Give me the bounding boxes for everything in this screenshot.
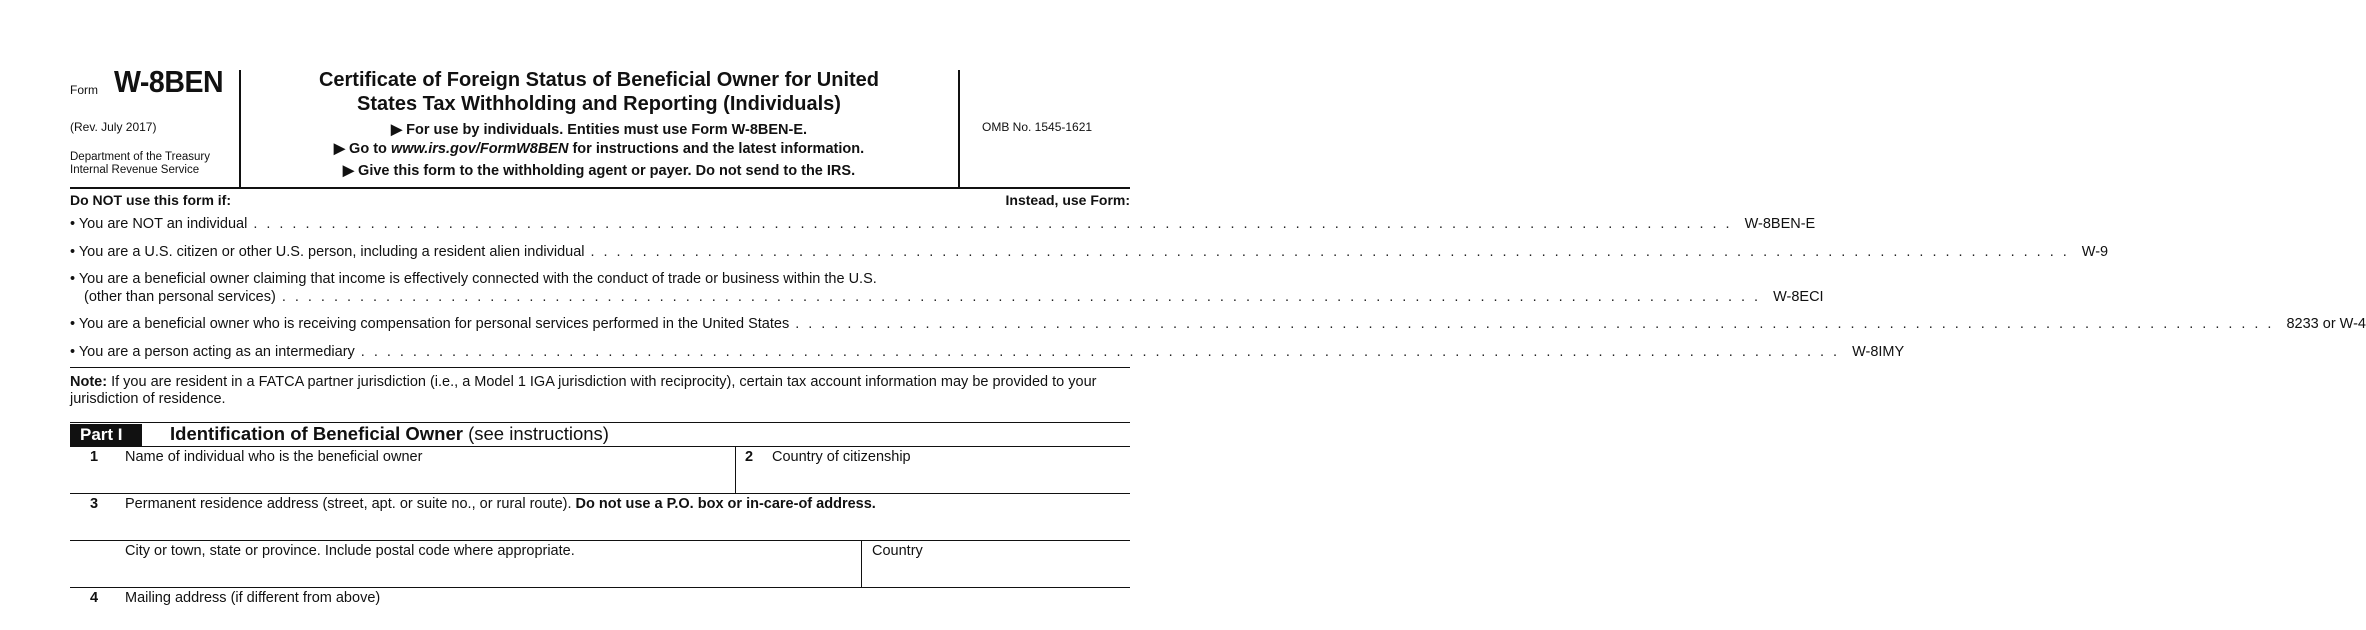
line3-number: 3	[90, 496, 99, 512]
instruction-website-suffix: for instructions and the latest information.	[568, 141, 865, 157]
beneficial-owner-name-field[interactable]: Name of individual who is the beneficial owner	[125, 449, 423, 465]
line4-number: 4	[90, 590, 99, 606]
form-title-line1: Certificate of Foreign Status of Beneficial Owner for United	[318, 69, 880, 91]
field-rule	[70, 493, 1130, 494]
department-line1: Department of the Treasury	[70, 151, 210, 163]
exclusion-text: • You are a person acting as an intermediary	[70, 344, 355, 360]
part1-title-main: Identification of Beneficial Owner	[170, 423, 463, 444]
department-line2: Internal Revenue Service	[70, 164, 200, 176]
exclusion-text: • You are NOT an individual	[70, 216, 248, 232]
exclusion-text: • You are a U.S. citizen or other U.S. person, including a resident alien individual	[70, 244, 585, 260]
alternative-form: W-8IMY	[1852, 344, 1905, 360]
revision-date: (Rev. July 2017)	[70, 120, 157, 134]
line2-number: 2	[745, 449, 754, 465]
exclusion-row	[70, 316, 2366, 332]
exclusion-text-continued: (other than personal services)	[84, 289, 276, 305]
note-text: If you are resident in a FATCA partner jurisdiction (i.e., a Model 1 IGA jurisdiction with reciprocity), certain tax account information may be provided to your jurisdiction of residence.	[70, 374, 1097, 407]
exclusion-row	[70, 244, 2109, 260]
field-divider	[861, 541, 862, 587]
irs-url-link[interactable]: www.irs.gov/FormW8BEN	[390, 141, 569, 157]
instruction-website	[248, 141, 950, 157]
instruction-send: ▶ Give this form to the withholding agent or payer. Do not send to the IRS.	[342, 163, 856, 179]
form-number: W-8BEN	[114, 64, 224, 99]
form-title-line2: States Tax Withholding and Reporting (Individuals)	[357, 93, 841, 115]
omb-number: OMB No. 1545-1621	[982, 120, 1093, 134]
leader-dots: ..................................................................................................................	[281, 289, 1768, 305]
section-rule	[70, 367, 1130, 368]
department-info	[70, 151, 210, 177]
mailing-address-field[interactable]: Mailing address (if different from above)	[125, 590, 381, 606]
residence-country-field[interactable]: Country	[872, 543, 923, 559]
header-divider-right	[958, 70, 960, 188]
exclusion-row	[70, 344, 1905, 360]
field-divider	[735, 447, 736, 493]
instruction-entities: ▶ For use by individuals. Entities must use Form W-8BEN-E.	[390, 122, 808, 138]
form-word: Form	[70, 83, 98, 97]
alternative-form: W-8ECI	[1773, 289, 1824, 305]
exclusion-text: • You are a beneficial owner who is receiving compensation for personal services performed in the United States	[70, 316, 790, 332]
do-not-use-heading: Do NOT use this form if:	[70, 192, 231, 208]
part1-title	[170, 423, 609, 445]
header-bottom-rule	[70, 187, 1130, 189]
permanent-address-label: Permanent residence address (street, apt. or suite no., or rural route).	[125, 496, 576, 512]
leader-dots: ..................................................................................................................	[253, 216, 1739, 232]
part1-title-suffix: (see instructions)	[462, 423, 609, 444]
permanent-address-field[interactable]	[125, 496, 876, 512]
alternative-form: W-8BEN-E	[1744, 216, 1816, 232]
exclusion-row	[70, 216, 1816, 232]
note-label: Note:	[70, 374, 108, 390]
city-state-postal-field[interactable]: City or town, state or province. Include postal code where appropriate.	[125, 543, 575, 559]
instead-use-heading: Instead, use Form:	[1005, 192, 1130, 208]
leader-dots: ..................................................................................................................	[360, 344, 1847, 360]
leader-dots: ..................................................................................................................	[590, 244, 2076, 260]
form-title	[248, 68, 950, 116]
field-rule	[70, 540, 1130, 541]
part1-header-rule	[70, 446, 1130, 447]
line1-number: 1	[90, 449, 99, 465]
exclusion-text: • You are a beneficial owner claiming that income is effectively connected with the conduct of trade or business within the U.S.	[70, 271, 877, 287]
instruction-website-prefix: ▶ Go to	[333, 141, 391, 157]
exclusion-row	[84, 289, 1824, 305]
header-divider-left	[239, 70, 241, 188]
part1-badge: Part I	[70, 424, 142, 446]
country-of-citizenship-field[interactable]: Country of citizenship	[772, 449, 911, 465]
fatca-note	[70, 374, 1130, 408]
leader-dots: ..................................................................................................................	[795, 316, 2281, 332]
permanent-address-warning: Do not use a P.O. box or in-care-of address.	[575, 496, 876, 512]
alternative-form: 8233 or W-4	[2286, 316, 2366, 332]
field-rule	[70, 587, 1130, 588]
alternative-form: W-9	[2081, 244, 2109, 260]
